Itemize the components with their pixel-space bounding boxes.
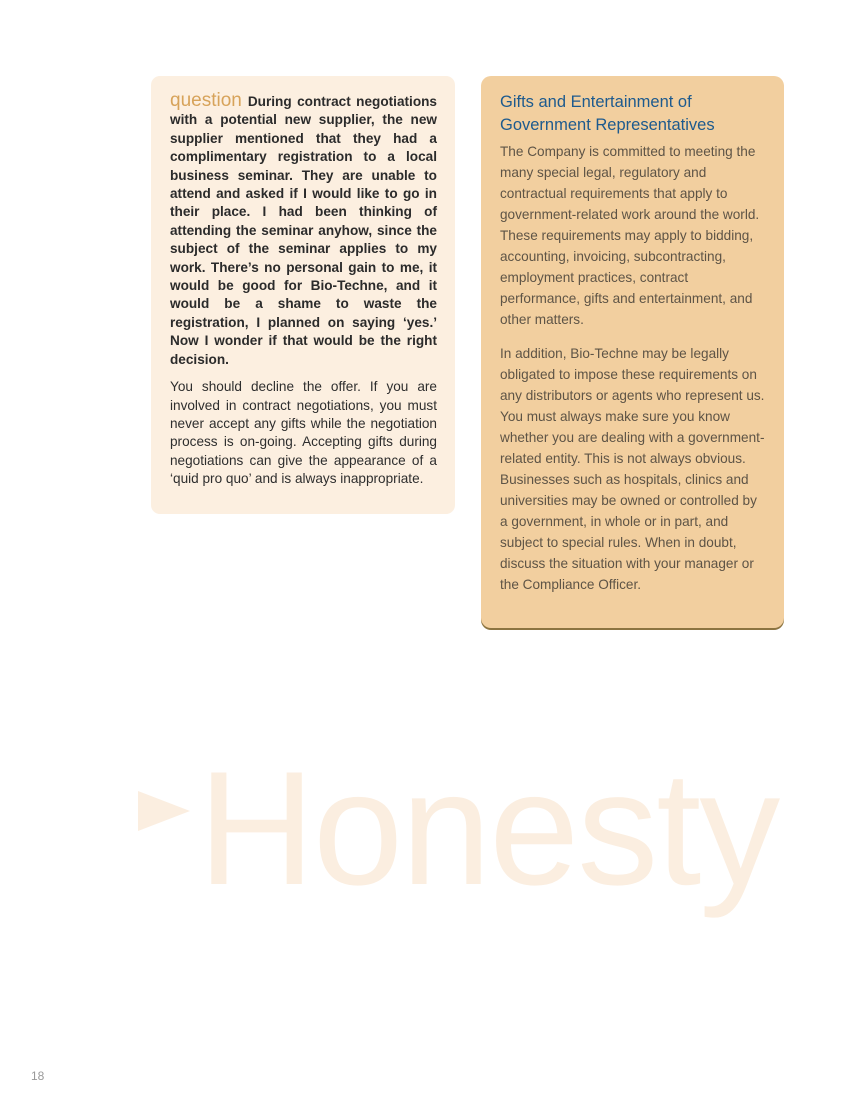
sidebar-paragraph-1: The Company is committed to meeting the many special legal, regulatory and contractual requirements that apply to government-related work around the world. These requirements may apply to bidding, accounting, invoicing, subcontracting, employment practices, contract performance, gifts and entertainment, and other matters. [500, 144, 760, 327]
sidebar-paragraph-2: In addition, Bio-Techne may be legally obligated to impose these requirements on any distributors or agents who represent us. You must always make sure you know whether you are dealing with a government-related entity. This is not always obvious. Businesses such as hospitals, clinics and universities may be owned or controlled by a government, in whole or in part, and subject to special rules. When in doubt, discuss the situation with your manager or the Compliance Officer. [500, 346, 765, 592]
question-label: question [170, 90, 242, 111]
question-paragraph [170, 92, 437, 369]
sidebar-title: Gifts and Entertainment of Government Representatives [500, 93, 715, 134]
arrow-icon [138, 791, 190, 831]
government-gifts-sidebar [481, 76, 784, 628]
page-number: 18 [31, 1069, 45, 1083]
question-answer-box [151, 76, 455, 514]
honesty-watermark [138, 738, 779, 919]
question-text: During contract negotiations with a potential new supplier, the new supplier mentioned that they had a complimentary registration to a local business seminar. They are unable to attend and asked if I would like to go in their place. I had been thinking of attending the seminar anyhow, since the subject of the seminar applies to my work. There’s no personal gain to me, it would be good for Bio-Techne, and it would be a shame to waste the registration, I planned on saying ‘yes.’ Now I wonder if that would be the right decision. [170, 94, 437, 367]
watermark-text: Honesty [198, 738, 779, 919]
answer-text: You should decline the offer. If you are involved in contract negotiations, you must never accept any gifts while the negotiation process is on-going. Accepting gifts during negotiations can give the appearance of a ‘quid pro quo’ and is always inappropriate. [170, 379, 437, 487]
